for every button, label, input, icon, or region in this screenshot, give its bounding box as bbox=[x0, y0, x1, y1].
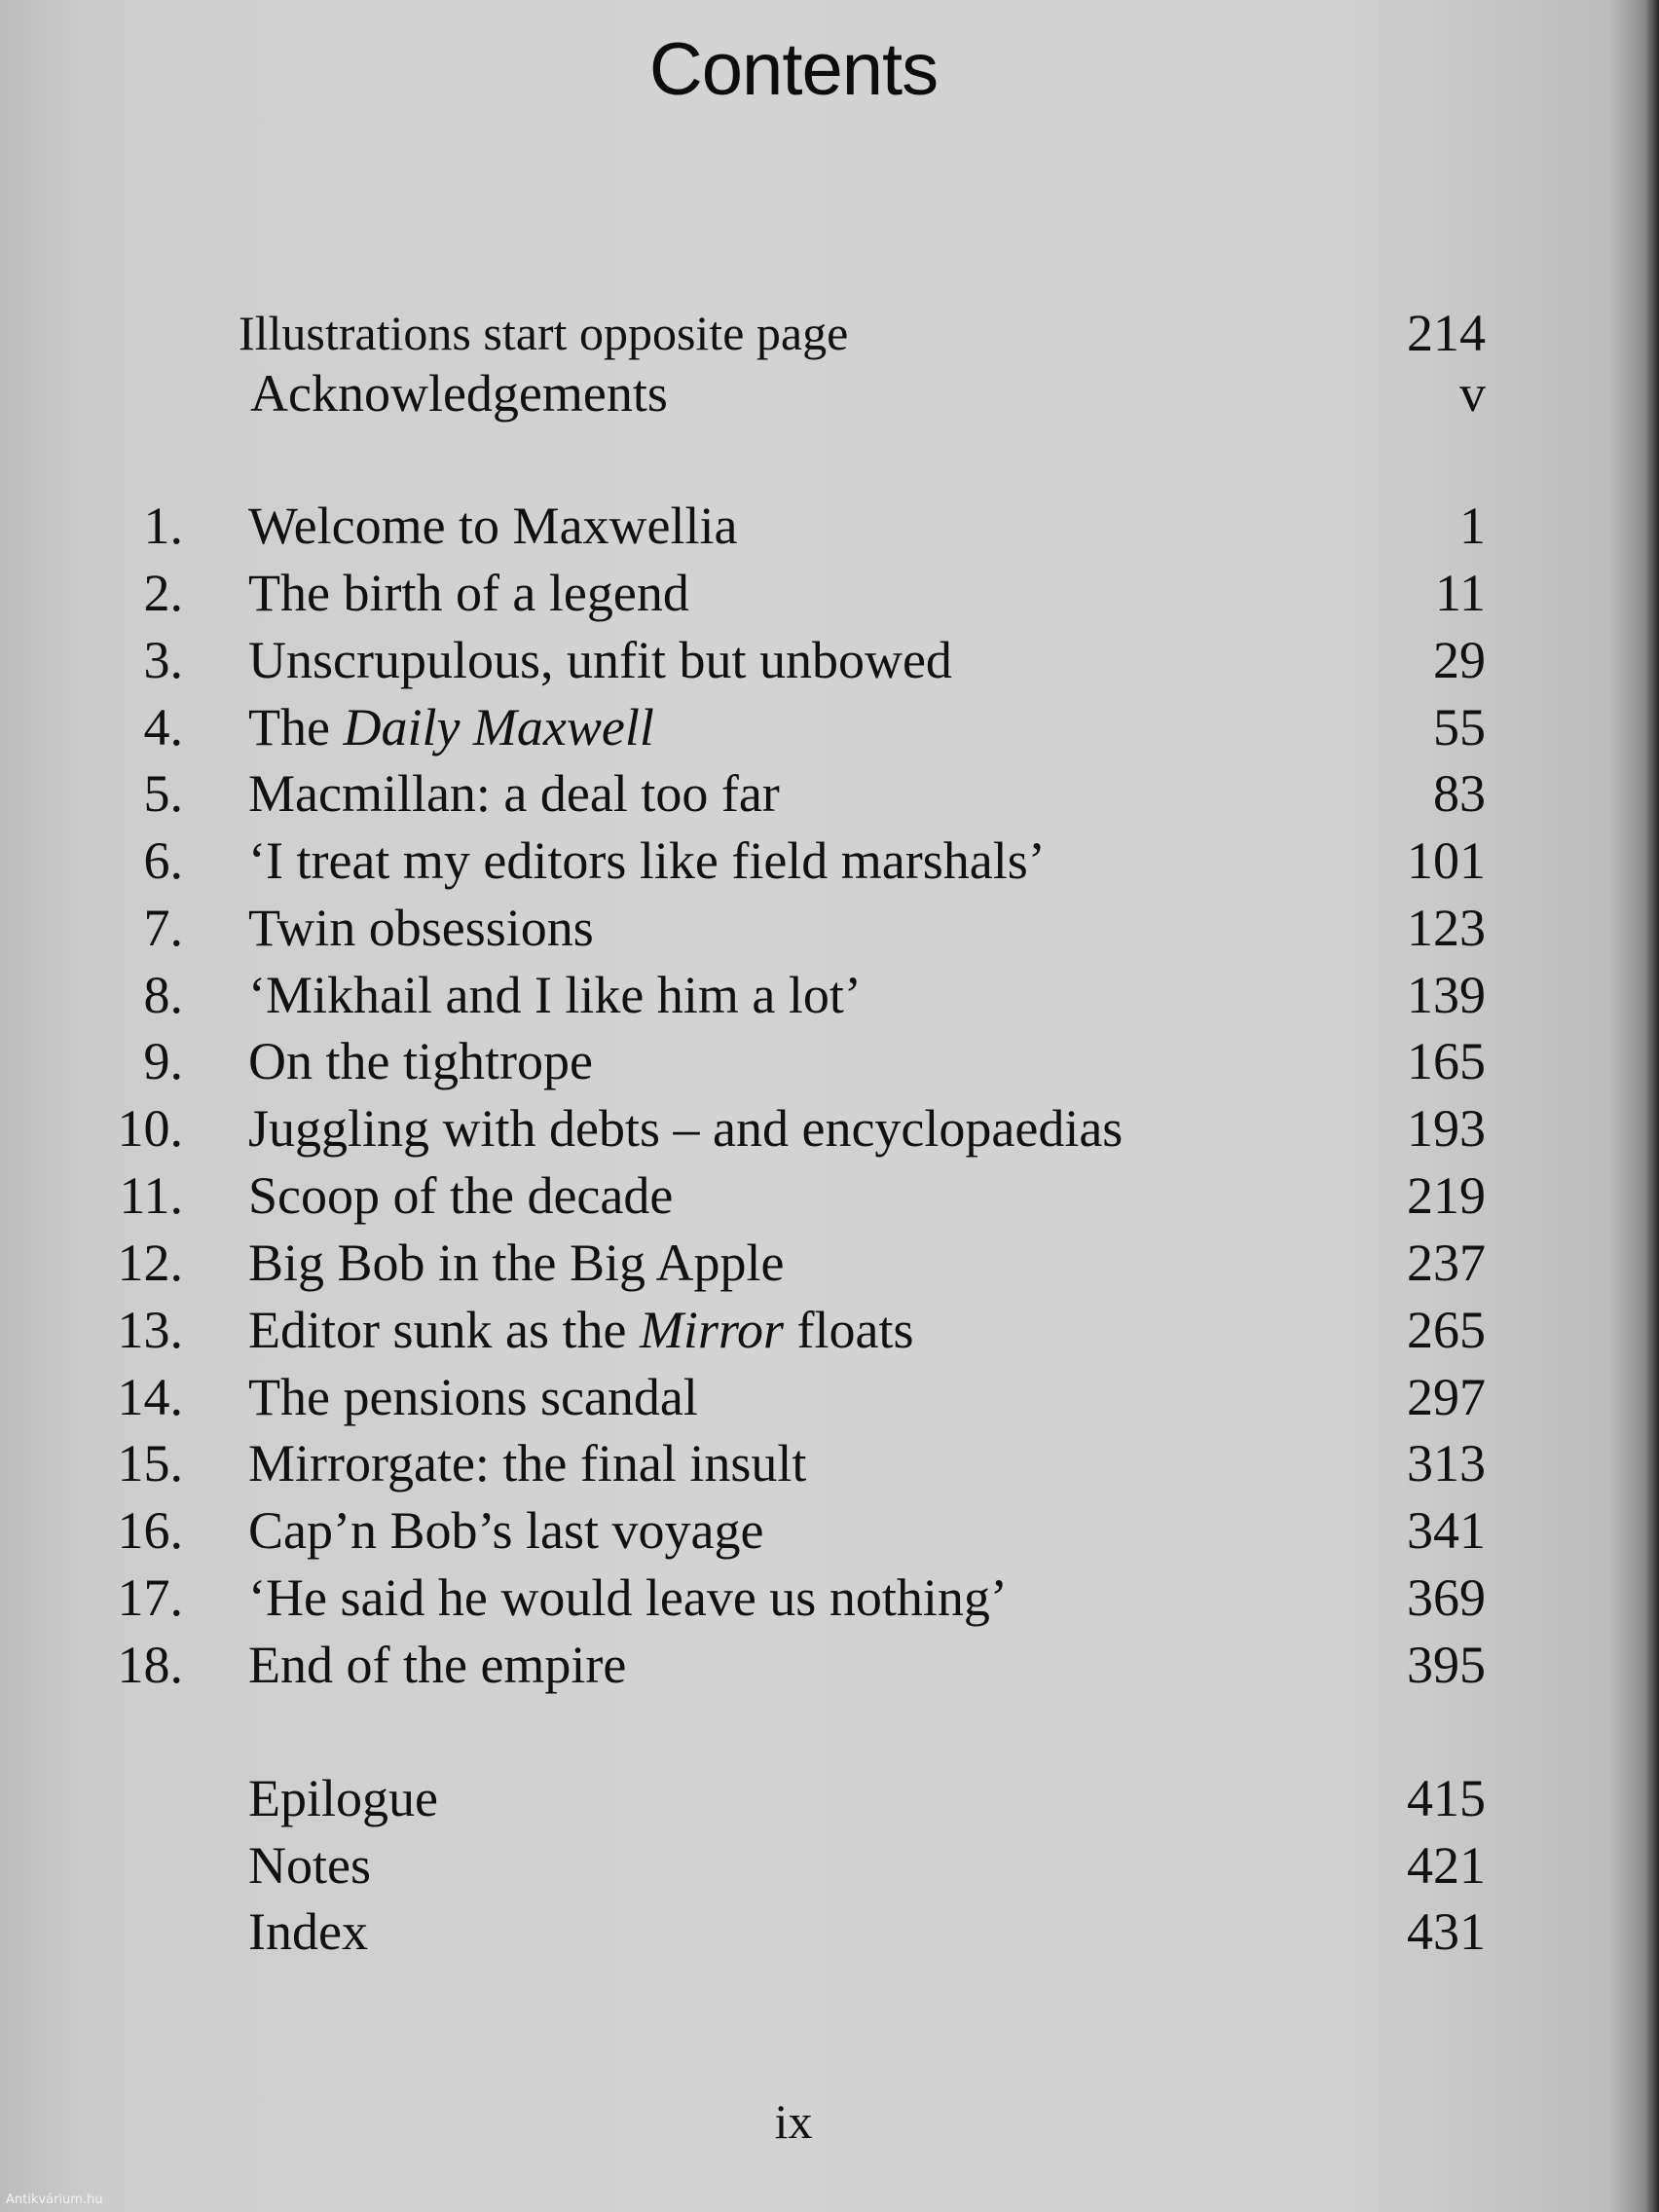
chapter-title: Welcome to Maxwellia bbox=[248, 497, 738, 555]
watermark: Antikvárium.hu bbox=[6, 2193, 103, 2207]
toc-chapter-row bbox=[0, 629, 1659, 691]
chapter-page: 341 bbox=[1407, 1501, 1486, 1560]
chapter-title: Cap’n Bob’s last voyage bbox=[248, 1501, 764, 1560]
toc-chapter-row bbox=[0, 1499, 1659, 1562]
chapter-number: 11. bbox=[119, 1166, 183, 1225]
toc-entry-page: v bbox=[1459, 364, 1486, 423]
toc-entry-index bbox=[0, 1900, 1659, 1963]
chapter-title-text: The bbox=[248, 698, 344, 756]
toc-chapter-row bbox=[0, 1432, 1659, 1494]
toc-entry-epilogue bbox=[0, 1767, 1659, 1829]
chapter-title: Unscrupulous, unfit but unbowed bbox=[248, 631, 952, 689]
chapter-number: 15. bbox=[117, 1434, 183, 1493]
toc-entry-page: 431 bbox=[1407, 1902, 1486, 1961]
toc-chapter-row bbox=[0, 495, 1659, 557]
chapter-title: Juggling with debts – and encyclopaedias bbox=[248, 1099, 1124, 1158]
chapter-title: Big Bob in the Big Apple bbox=[248, 1234, 785, 1292]
toc-entry-page: 415 bbox=[1407, 1769, 1486, 1827]
chapter-title: The birth of a legend bbox=[248, 564, 689, 622]
chapter-page: 165 bbox=[1407, 1032, 1486, 1090]
chapter-title-text: floats bbox=[783, 1301, 914, 1359]
chapter-page: 369 bbox=[1407, 1568, 1486, 1627]
toc-entry-acknowledgements bbox=[0, 362, 1659, 424]
page-folio: ix bbox=[774, 2094, 813, 2149]
chapter-page: 55 bbox=[1433, 698, 1486, 756]
chapter-title: ‘I treat my editors like field marshals’ bbox=[248, 831, 1046, 890]
toc-chapter-row bbox=[0, 1232, 1659, 1294]
chapter-number: 5. bbox=[143, 764, 183, 823]
chapter-page: 123 bbox=[1407, 899, 1486, 957]
toc-entry-notes bbox=[0, 1834, 1659, 1897]
chapter-number: 4. bbox=[143, 698, 183, 756]
toc-entry-title: Notes bbox=[248, 1836, 371, 1895]
chapter-page: 83 bbox=[1433, 764, 1486, 823]
chapter-number: 7. bbox=[143, 899, 183, 957]
toc-chapter-row bbox=[0, 830, 1659, 892]
toc-entry-title: Illustrations start opposite page bbox=[239, 306, 849, 360]
chapter-number: 14. bbox=[117, 1368, 183, 1426]
chapter-page: 139 bbox=[1407, 966, 1486, 1024]
chapter-title: End of the empire bbox=[248, 1636, 627, 1694]
toc-chapter-row bbox=[0, 1634, 1659, 1696]
toc-chapter-row bbox=[0, 1097, 1659, 1160]
chapter-title: On the tightrope bbox=[248, 1032, 593, 1090]
chapter-page: 297 bbox=[1407, 1368, 1486, 1426]
chapter-title: Macmillan: a deal too far bbox=[248, 764, 780, 823]
toc-entry-title: Epilogue bbox=[248, 1769, 438, 1827]
chapter-title: Scoop of the decade bbox=[248, 1166, 674, 1225]
chapter-number: 18. bbox=[117, 1636, 183, 1694]
chapter-title: The pensions scandal bbox=[248, 1368, 698, 1426]
toc-chapter-row bbox=[0, 1299, 1659, 1361]
chapter-title bbox=[248, 1299, 913, 1361]
toc-chapter-row bbox=[0, 897, 1659, 959]
chapter-number: 8. bbox=[143, 966, 183, 1024]
toc-chapter-row bbox=[0, 762, 1659, 825]
chapter-title: ‘He said he would leave us nothing’ bbox=[248, 1568, 1008, 1627]
chapter-page: 395 bbox=[1407, 1636, 1486, 1694]
chapter-title: Mirrorgate: the final insult bbox=[248, 1434, 807, 1493]
chapter-page: 313 bbox=[1407, 1434, 1486, 1493]
toc-entry-illustrations bbox=[0, 302, 1659, 364]
toc-chapter-row bbox=[0, 1366, 1659, 1428]
chapter-title: Twin obsessions bbox=[248, 899, 594, 957]
toc-chapter-row bbox=[0, 1164, 1659, 1227]
chapter-title-text: Editor sunk as the bbox=[248, 1301, 640, 1359]
chapter-number: 9. bbox=[143, 1032, 183, 1090]
chapter-number: 6. bbox=[143, 831, 183, 890]
chapter-page: 265 bbox=[1407, 1301, 1486, 1359]
chapter-page: 193 bbox=[1407, 1099, 1486, 1158]
chapter-number: 17. bbox=[117, 1568, 183, 1627]
chapter-title-italic: Mirror bbox=[639, 1301, 784, 1359]
chapter-title bbox=[248, 696, 654, 758]
toc-entry-title: Acknowledgements bbox=[250, 364, 668, 423]
toc-chapter-row bbox=[0, 964, 1659, 1026]
toc-entry-page: 421 bbox=[1407, 1836, 1486, 1895]
toc-entry-title: Index bbox=[248, 1902, 368, 1961]
chapter-title: ‘Mikhail and I like him a lot’ bbox=[248, 966, 862, 1024]
chapter-number: 3. bbox=[143, 631, 183, 689]
chapter-title-italic: Daily Maxwell bbox=[343, 698, 654, 756]
toc-chapter-row bbox=[0, 562, 1659, 624]
toc-chapter-row bbox=[0, 696, 1659, 758]
toc-chapter-row bbox=[0, 1567, 1659, 1629]
chapter-number: 16. bbox=[117, 1501, 183, 1560]
chapter-number: 12. bbox=[117, 1234, 183, 1292]
chapter-page: 29 bbox=[1433, 631, 1486, 689]
page-heading: Contents bbox=[648, 28, 939, 111]
chapter-number: 2. bbox=[143, 564, 183, 622]
chapter-page: 219 bbox=[1407, 1166, 1486, 1225]
chapter-number: 10. bbox=[117, 1099, 183, 1158]
chapter-page: 11 bbox=[1435, 564, 1486, 622]
toc-entry-page: 214 bbox=[1407, 304, 1486, 362]
toc-chapter-row bbox=[0, 1030, 1659, 1092]
chapter-page: 101 bbox=[1407, 831, 1486, 890]
chapter-number: 13. bbox=[117, 1301, 183, 1359]
chapter-page: 237 bbox=[1407, 1234, 1486, 1292]
chapter-page: 1 bbox=[1459, 497, 1486, 555]
chapter-number: 1. bbox=[143, 497, 183, 555]
